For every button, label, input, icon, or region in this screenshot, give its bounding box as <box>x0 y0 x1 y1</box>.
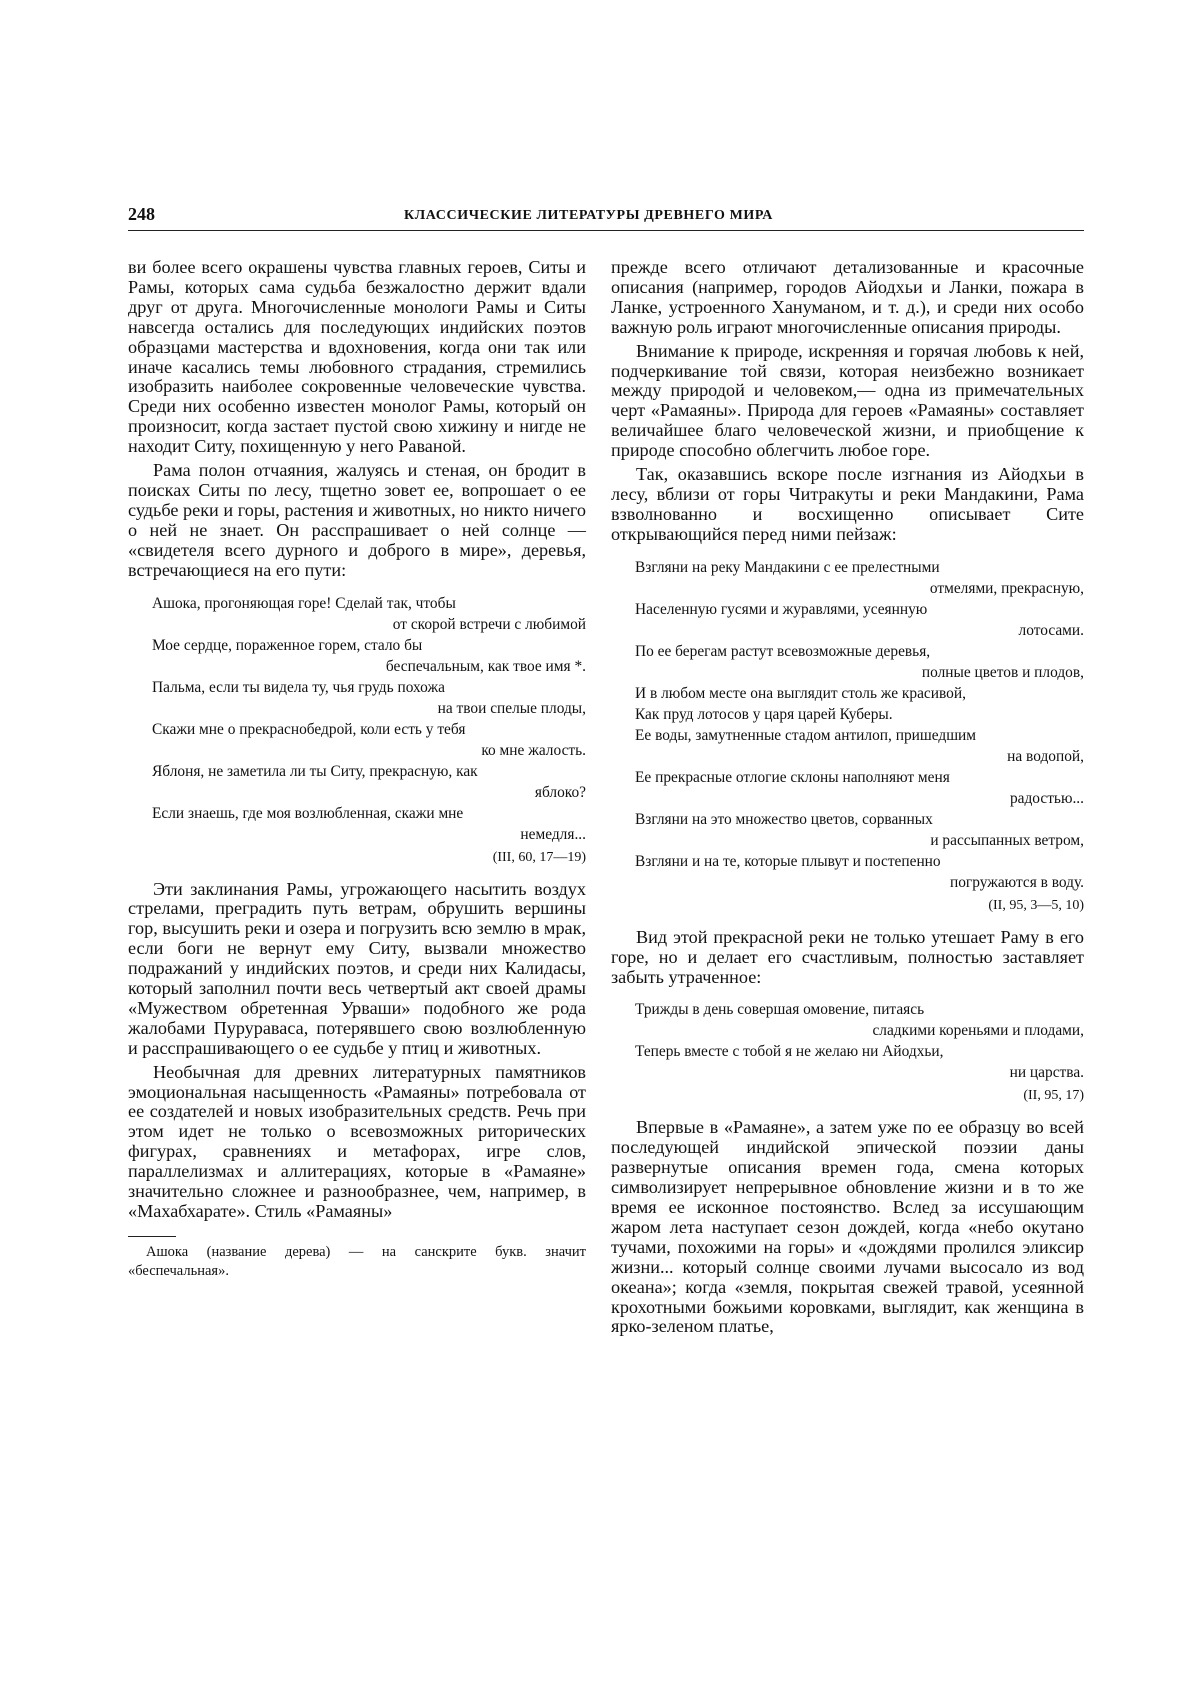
footnote-rule <box>128 1236 176 1237</box>
verse-line: от скорой встречи с любимой <box>392 615 586 633</box>
verse-line: ко мне жалость. <box>481 741 586 759</box>
verse-citation: (II, 95, 17) <box>1023 1088 1084 1104</box>
verse-line: Ашока, прогоняющая горе! Сделай так, чтобы <box>152 594 456 612</box>
verse-line: Взгляни на реку Мандакини с ее прелестными <box>635 558 940 576</box>
verse-line: Взгляни и на те, которые плывут и постепенно <box>635 852 941 870</box>
footnote: Ашока (название дерева) — на санскрите букв. значит «беспечальная». <box>128 1243 586 1279</box>
verse-line: сладкими кореньями и плодами, <box>872 1022 1084 1040</box>
verse-line: Населенную гусями и журавлями, усеянную <box>635 600 928 618</box>
page-header <box>128 204 1084 231</box>
verse-line: По ее берегам растут всевозможные деревья, <box>635 642 931 660</box>
verse-line: Ее прекрасные отлогие склоны наполняют меня <box>635 768 950 786</box>
verse-line: Скажи мне о прекраснобедрой, коли есть у тебя <box>152 720 466 738</box>
paragraph: прежде всего отличают детализованные и красочные описания (например, городов Айодхьи и Ланки, пожара в Ланке, устроенного Хануманом, и т. д.), и среди них особо важную роль играют многочисленные описания природы. <box>611 257 1084 337</box>
paragraph: Впервые в «Рамаяне», а затем уже по ее образцу во всей последующей индийской эпической поэзии даны развернутые описания времен года, смена которых символизирует непрерывное обновление жизни и в то же время ее исконное постоянство. Вслед за иссушающим жаром лета наступает сезон дождей, когда «небо окутано тучами, похожими на горы» и «дождями пролился эликсир жизни... который солнце своими лучами высосало из вод океана»; когда «земля, покрытая свежей травой, усеянной крохотными божьими коровками, выглядит, как женщина в ярко-зеленом платье, <box>611 1117 1084 1337</box>
verse-line: беспечальным, как твое имя *. <box>385 657 586 675</box>
verse-line: Взгляни на это множество цветов, сорванных <box>635 810 933 828</box>
verse-line: немедля... <box>520 825 586 843</box>
paragraph: Рама полон отчаяния, жалуясь и стеная, он бродит в поисках Ситы по лесу, тщетно зовет ее, вопрошает о ее судьбе реки и горы, растения и животных, но никто ничего о ней не знает. Он расспрашивает о ней солнце — «свидетеля всего дурного и доброго в мире», деревья, встречающиеся на его пути: <box>128 460 586 580</box>
verse-line: радостью... <box>1009 789 1084 807</box>
verse-line: на твои спелые плоды, <box>437 699 586 717</box>
verse-quote <box>611 557 1084 916</box>
verse-line: Если знаешь, где моя возлюбленная, скажи мне <box>152 804 464 822</box>
paragraph: Вид этой прекрасной реки не только утешает Раму в его горе, но и делает его счастливым, полностью заставляет забыть утраченное: <box>611 926 1084 987</box>
running-title: КЛАССИЧЕСКИЕ ЛИТЕРАТУРЫ ДРЕВНЕГО МИРА <box>404 208 773 223</box>
verse-citation: (III, 60, 17—19) <box>492 849 586 865</box>
page-number: 248 <box>128 204 155 224</box>
verse-line: полные цветов и плодов, <box>921 663 1084 681</box>
verse-line: Яблоня, не заметила ли ты Ситу, прекрасную, как <box>152 762 478 780</box>
verse-line: яблоко? <box>534 783 586 801</box>
verse-line: погружаются в воду. <box>949 873 1084 891</box>
paragraph: Так, оказавшись вскоре после изгнания из Айодхьи в лесу, вблизи от горы Читракуты и реки Мандакини, Рама взволнованно и восхищенно описывает Сите открывающийся перед ними пейзаж: <box>611 464 1084 544</box>
verse-line: Мое сердце, пораженное горем, стало бы <box>152 636 423 654</box>
left-column <box>128 258 586 1281</box>
verse-line: ни царства. <box>1009 1064 1084 1082</box>
verse-line: Ее воды, замутненные стадом антилоп, пришедшим <box>635 726 977 744</box>
paragraph: Эти заклинания Рамы, угрожающего насытить воздух стрелами, преградить путь ветрам, обрушить вершины гор, высушить реки и озера и погрузить всю землю в мрак, если боги не вернут ему Ситу, вызвали множество подражаний у индийских поэтов, и среди них Калидасы, который заполнил почти весь четвертый акт своей драмы «Мужеством обретенная Урваши» подобного же рода жалобами Пурураваса, потерявшего свою возлюбленную и расспрашивающего о ее судьбе у птиц и животных. <box>128 878 586 1058</box>
verse-citation: (II, 95, 3—5, 10) <box>988 897 1084 913</box>
verse-line: и рассыпанных ветром, <box>930 831 1084 849</box>
verse-quote <box>611 999 1084 1106</box>
verse-line: Как пруд лотосов у царя царей Куберы. <box>635 705 893 723</box>
verse-quote <box>128 593 586 868</box>
verse-line: лотосами. <box>1018 621 1084 639</box>
verse-line: Трижды в день совершая омовение, питаясь <box>635 1001 925 1019</box>
verse-line: отмелями, прекрасную, <box>929 579 1084 597</box>
paragraph: ви более всего окрашены чувства главных героев, Ситы и Рамы, которых сама судьба безжалостно держит вдали друг от друга. Многочисленные монологи Рамы и Ситы навсегда остались для последующих индийских поэтов образцами мастерства и вдохновения, когда они так или иначе касались темы любовного страдания, стремились изобразить наиболее сокровенные человеческие чувства. Среди них особенно известен монолог Рамы, который он произносит, когда застает пустой свою хижину и нигде не находит Ситу, похищенную у него Раваной. <box>128 257 586 457</box>
verse-line: И в любом месте она выглядит столь же красивой, <box>635 684 966 702</box>
verse-line: Пальма, если ты видела ту, чья грудь похожа <box>152 678 445 696</box>
right-column <box>611 258 1084 1341</box>
paragraph: Необычная для древних литературных памятников эмоциональная насыщенность «Рамаяны» потребовала от ее создателей и новых изобразительных средств. Речь при этом идет не только о всевозможных риторических фигурах, сравнениях и метафорах, игре слов, параллелизмах и аллитерациях, которые в «Рамаяне» значительно сложнее и разнообразнее, чем, например, в «Махабхарате». Стиль «Рамаяны» <box>128 1061 586 1221</box>
verse-line: Теперь вместе с тобой я не желаю ни Айодхьи, <box>635 1043 944 1061</box>
paragraph: Внимание к природе, искренняя и горячая любовь к ней, подчеркивание той связи, которая неизбежно возникает между природой и человеком,— одна из примечательных черт «Рамаяны». Природа для героев «Рамаяны» составляет величайшее благо человеческой жизни, и приобщение к природе способно облегчить любое горе. <box>611 340 1084 461</box>
verse-line: на водопой, <box>1007 747 1084 765</box>
